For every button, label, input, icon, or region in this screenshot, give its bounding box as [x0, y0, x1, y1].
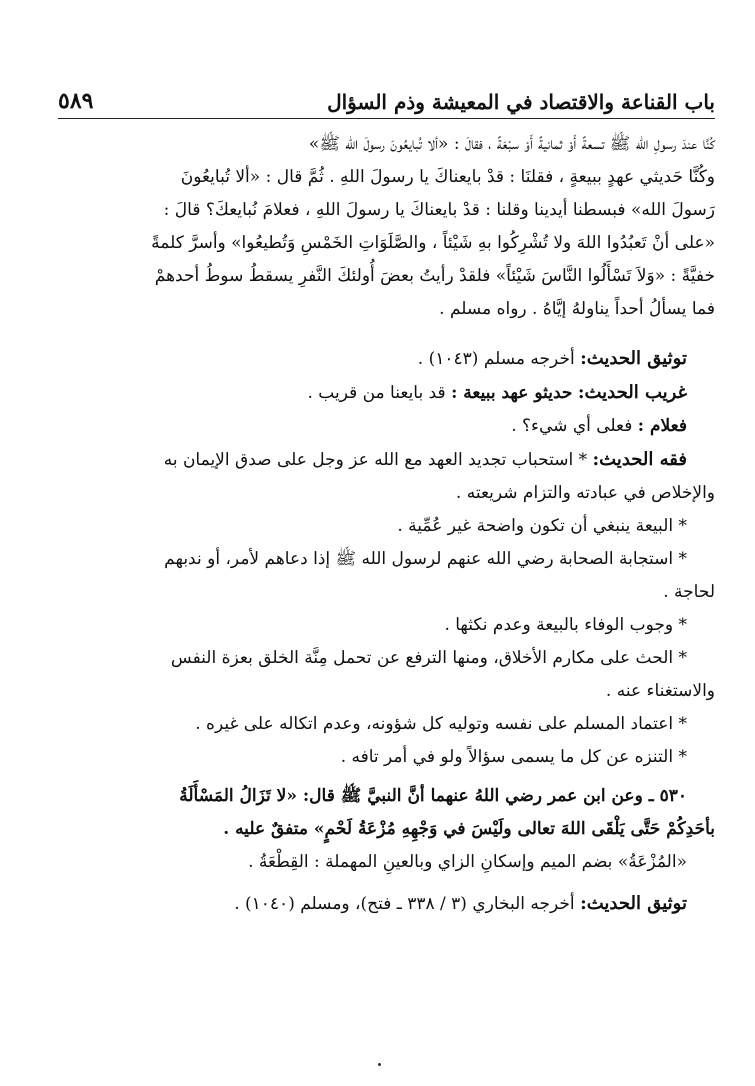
text-line: والاستغناء عنه .: [605, 681, 715, 701]
fiqh-point: * البيعة ينبغي أن تكون واضحة غير عُمِّية .: [397, 516, 687, 536]
tawthiq-note-530: [58, 887, 715, 921]
hadith-530-text: [58, 780, 715, 879]
text-line: بأحَدِكُمْ حَتَّى يَلْقَى اللهَ تعالى ولَيْسَ في وَجْهِهِ مُزْعَةُ لَحْمٍ» متفقٌ عليه .: [223, 819, 715, 839]
text-line: «على أنْ تَعبُدُوا اللهَ ولا تُشْرِكُوا بهِ شَيْئاً ، والصَّلَوَاتِ الخَمْسِ وَتُطيعُوا» وأسرَّ كلمةً: [151, 233, 715, 253]
fiqh-point: * استجابة الصحابة رضي الله عنهم لرسول الله ﷺ إذا دعاهم لأمر، أو ندبهم: [164, 549, 687, 569]
notes-section: [58, 342, 715, 477]
tawthiq-note: [58, 342, 687, 376]
running-header: [58, 84, 715, 114]
fiqh-note: [58, 443, 687, 477]
text-line: ٥٣٠ ـ وعن ابن عمر رضي اللهُ عنهما أنَّ النبيَّ ﷺ قال: «لا تَزَالُ المَسْأَلَةُ: [179, 786, 687, 806]
footer-mark: [378, 1063, 381, 1066]
fiqh-point: * الحث على مكارم الأخلاق، ومنها الترفع عن تحمل مِنَّة الخلق بعزة النفس: [170, 648, 687, 668]
header-rule: [58, 118, 715, 119]
note-heading: فقه الحديث:: [592, 449, 687, 470]
text-line: خفيَّةً : «وَلاَ تَسْأَلُوا النَّاسَ شَيْئاً» فلقدْ رأيتُ بعضَ أُولئكَ النَّفرِ يسقطُ سوطُ أحدهمْ: [154, 266, 715, 286]
text-line: فما يسألُ أحداً يناولهُ إيَّاهُ . رواه مسلم .: [439, 299, 715, 319]
text-line: لحاجة .: [663, 582, 715, 602]
page: [40, 0, 715, 1086]
note-text: * استحباب تجديد العهد مع الله عز وجل على صدق الإيمان به: [163, 450, 588, 470]
note-text: أخرجه مسلم (١٠٤٣) .: [417, 349, 575, 369]
note-term: فعلام :: [637, 416, 687, 436]
fiqh-point: * وجوب الوفاء بالبيعة وعدم نكثها .: [444, 615, 687, 635]
text-line: والإخلاص في عبادته والتزام شريعته .: [455, 483, 715, 503]
note-text: أخرجه البخاري (٣ / ٣٣٨ ـ فتح)، ومسلم (١٠٤٠) .: [234, 894, 575, 914]
text-line: رَسولَ الله» فبسطنا أيدينا وقلنا : قدْ بايعناكَ يا رسولَ اللهِ ، فعلامَ نُبايعكَ؟ قالَ :: [163, 200, 715, 220]
note-text: فعلى أي شيء؟ .: [511, 416, 633, 436]
fiqh-point: * اعتماد المسلم على نفسه وتوليه كل شؤونه، وعدم اتكاله على غيره .: [195, 714, 687, 734]
chapter-title: باب القناعة والاقتصاد في المعيشة وذم السؤال: [327, 90, 715, 114]
text-line: وكُنَّا حَديثي عهدٍ ببيعةٍ ، فقلنَا : قدْ بايعناكَ يا رسولَ اللهِ . ثُمَّ قال : «ألا تُبايعُونَ: [180, 167, 715, 187]
text-line: كُنَّا عندَ رسولِ الله ﷺ تسعةً أَوْ ثمانيةً أَوْ سبْعَةً ، فقالَ : «ألا تُبايعُونَ رسولَ الله ﷺ»: [308, 134, 715, 154]
note-heading: غريب الحديث:: [577, 382, 687, 403]
note-heading: توثيق الحديث:: [580, 348, 687, 369]
gharib-note: [58, 376, 687, 410]
text-line: «المُزْعَةُ» بضم الميم وإسكانِ الزاي وبالعينِ المهملة : القِطْعَةُ .: [248, 852, 687, 872]
hadith-529-text: [58, 128, 715, 326]
page-number: ٥٨٩: [58, 88, 94, 114]
fiqh-point: * التنزه عن كل ما يسمى سؤالاً ولو في أمر تافه .: [340, 747, 687, 767]
note-text: قد بايعنا من قريب .: [307, 383, 446, 403]
falam-note: [58, 410, 687, 443]
page-body: [58, 128, 715, 921]
note-term: حديثو عهد ببيعة :: [451, 383, 573, 403]
note-heading: توثيق الحديث:: [580, 893, 687, 914]
